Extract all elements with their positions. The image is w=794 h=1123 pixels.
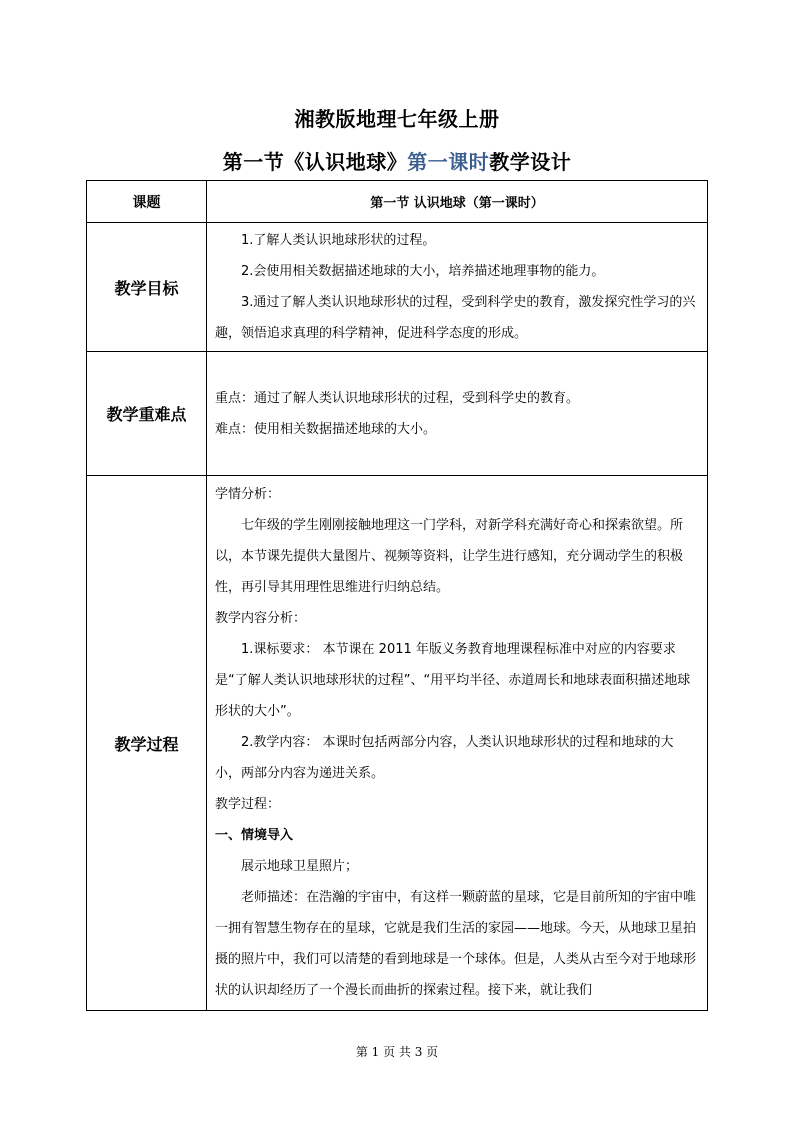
table-row-topic bbox=[87, 181, 708, 223]
keypoints-content bbox=[207, 352, 708, 476]
section1-title: 一、情境导入 bbox=[215, 828, 294, 843]
lesson-title-accent: 第一课时 bbox=[407, 150, 490, 174]
lesson-title-part1: 第一节《认识地球》 bbox=[222, 150, 408, 174]
content-item-1: 1.课标要求： 本节课在 2011 年版义务教育地理课程标准中对应的内容要求是“了解人类认识地球形状的过程”、“用平均半径、赤道周长和地球表面积描述地球形状的大小”。 bbox=[215, 642, 691, 719]
table-row-goals bbox=[87, 223, 708, 352]
goal-item-2: 2.会使用相关数据描述地球的大小，培养描述地理事物的能力。 bbox=[241, 264, 605, 279]
keypoints-label: 教学重难点 bbox=[87, 352, 207, 476]
content-analysis-title: 教学内容分析： bbox=[215, 611, 307, 626]
content-item-2: 2.教学内容： 本课时包括两部分内容，人类认识地球形状的过程和地球的大小，两部分内容为递进关系。 bbox=[215, 735, 674, 781]
section1-line1: 展示地球卫星照片； bbox=[241, 859, 359, 874]
goal-item-1: 1.了解人类认识地球形状的过程。 bbox=[241, 233, 436, 248]
student-analysis-title: 学情分析： bbox=[215, 487, 281, 502]
goals-label: 教学目标 bbox=[87, 223, 207, 352]
goal-item-3: 3.通过了解人类认识地球形状的过程，受到科学史的教育，激发探究性学习的兴趣，领悟追求真理的科学精神，促进科学态度的形成。 bbox=[215, 295, 696, 341]
process-label: 教学过程 bbox=[87, 476, 207, 1011]
table-row-process bbox=[87, 476, 708, 1011]
lesson-plan-table bbox=[86, 180, 708, 1011]
page-footer: 第 1 页 共 3 页 bbox=[355, 1045, 439, 1059]
difficult-point: 难点：使用相关数据描述地球的大小。 bbox=[215, 421, 437, 437]
lesson-title bbox=[0, 146, 794, 175]
topic-value: 第一节 认识地球（第一课时） bbox=[207, 181, 708, 223]
goals-content bbox=[207, 223, 708, 352]
lesson-title-part2: 教学设计 bbox=[489, 150, 572, 174]
document-title: 湘教版地理七年级上册 bbox=[294, 107, 500, 131]
process-title: 教学过程： bbox=[215, 797, 281, 812]
process-content bbox=[207, 476, 708, 1011]
key-point: 重点：通过了解人类认识地球形状的过程，受到科学史的教育。 bbox=[215, 390, 580, 406]
section1-line2: 老师描述：在浩瀚的宇宙中，有这样一颗蔚蓝的星球，它是目前所知的宇宙中唯一拥有智慧生物存在的星球，它就是我们生活的家园——地球。今天，从地球卫星拍摄的照片中，我们可以清楚的看到地球是一个球体。但是，人类从古至今对于地球形状的认识却经历了一个漫长而曲折的探索过程。接下来，就让我们 bbox=[215, 890, 697, 998]
topic-label: 课题 bbox=[87, 181, 207, 223]
student-analysis-text: 七年级的学生刚刚接触地理这一门学科，对新学科充满好奇心和探索欲望。所以，本节课先提供大量图片、视频等资料，让学生进行感知，充分调动学生的积极性，再引导其用理性思维进行归纳总结。 bbox=[215, 518, 684, 595]
table-row-keypoints bbox=[87, 352, 708, 476]
